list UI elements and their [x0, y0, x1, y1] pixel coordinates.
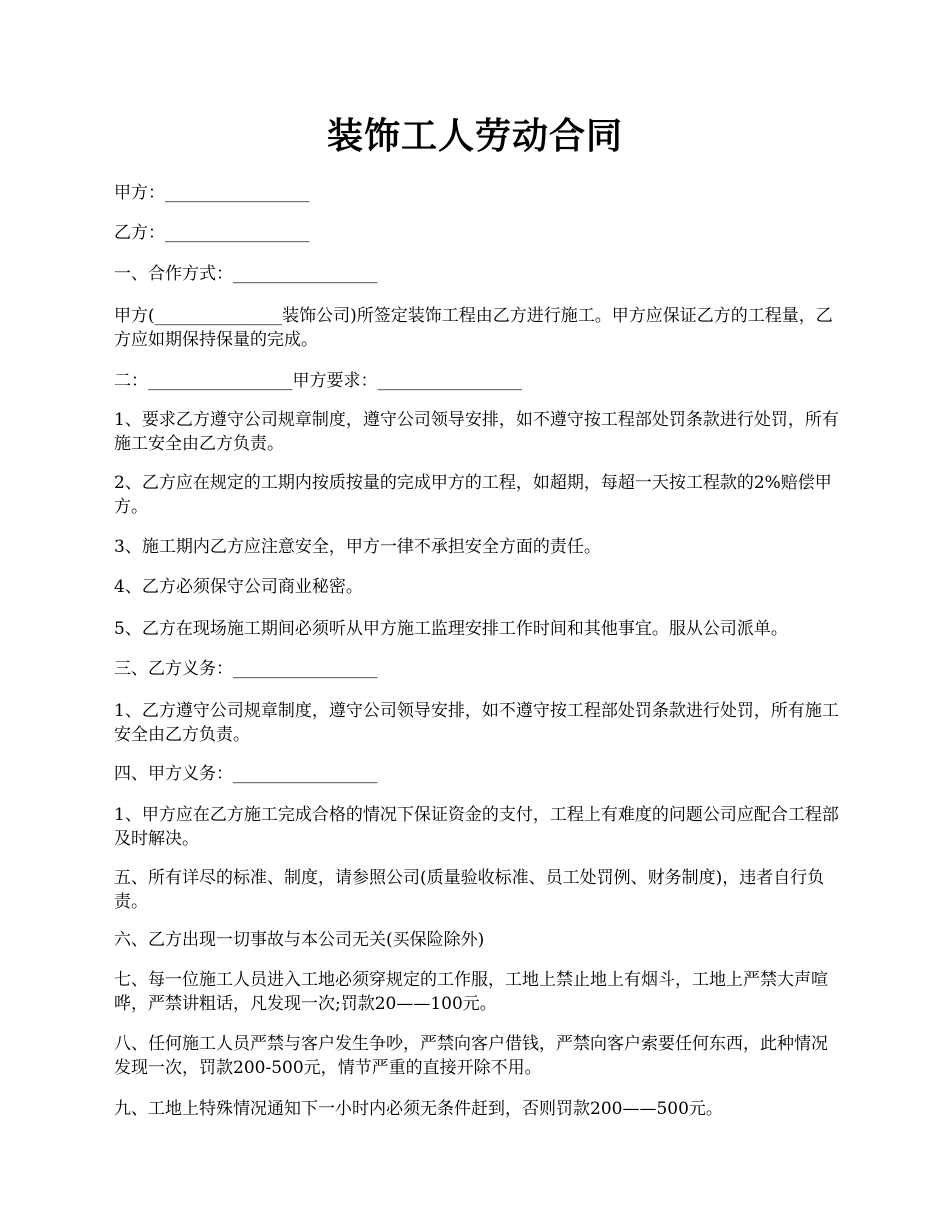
- section-4-item-1: 1、甲方应在乙方施工完成合格的情况下保证资金的支付，工程上有难度的问题公司应配合工程部及时解决。: [114, 805, 839, 849]
- section-3-heading: 三、乙方义务：_________________: [114, 659, 378, 679]
- section-5: 五、所有详尽的标准、制度，请参照公司(质量验收标准、员工处罚例、财务制度)，违者自行负责。: [114, 868, 825, 912]
- section-2-item-3: 3、施工期内乙方应注意安全，甲方一律不承担安全方面的责任。: [114, 537, 601, 557]
- section-4-heading: 四、甲方义务：_________________: [114, 764, 378, 784]
- section-8: 八、任何施工人员严禁与客户发生争吵，严禁向客户借钱，严禁向客户索要任何东西，此种情况发现一次，罚款200-500元，情节严重的直接开除不用。: [114, 1034, 828, 1078]
- section-2-item-1: 1、要求乙方遵守公司规章制度，遵守公司领导安排，如不遵守按工程部处罚条款进行处罚，所有施工安全由乙方负责。: [114, 410, 839, 454]
- section-2-item-2: 2、乙方应在规定的工期内按质按量的完成甲方的工程，如超期，每超一天按工程款的2%赔偿甲方。: [114, 473, 832, 517]
- section-9: 九、工地上特殊情况通知下一小时内必须无条件赶到，否则罚款200——500元。: [114, 1099, 723, 1119]
- section-1-body: 甲方(_______________装饰公司)所签定装饰工程由乙方进行施工。甲方应保证乙方的工程量，乙方应如期保持保量的完成。: [114, 306, 833, 350]
- document-title: 装饰工人劳动合同: [326, 115, 623, 157]
- party-a-line: 甲方：_________________: [114, 183, 310, 203]
- section-2-item-4: 4、乙方必须保守公司商业秘密。: [114, 577, 363, 597]
- party-b-line: 乙方：_________________: [114, 223, 310, 243]
- section-2-item-5: 5、乙方在现场施工期间必须听从甲方施工监理安排工作时间和其他事宜。服从公司派单。: [114, 619, 788, 639]
- section-6: 六、乙方出现一切事故与本公司无关(买保险除外): [114, 930, 485, 950]
- section-1-heading: 一、合作方式：_________________: [114, 264, 378, 284]
- section-7: 七、每一位施工人员进入工地必须穿规定的工作服，工地上禁止地上有烟斗，工地上严禁大声喧哗，严禁讲粗话，凡发现一次;罚款20——100元。: [114, 970, 828, 1014]
- section-2-heading: 二：_________________甲方要求：_________________: [114, 371, 522, 391]
- section-3-item-1: 1、乙方遵守公司规章制度，遵守公司领导安排，如不遵守按工程部处罚条款进行处罚，所有施工安全由乙方负责。: [114, 701, 839, 745]
